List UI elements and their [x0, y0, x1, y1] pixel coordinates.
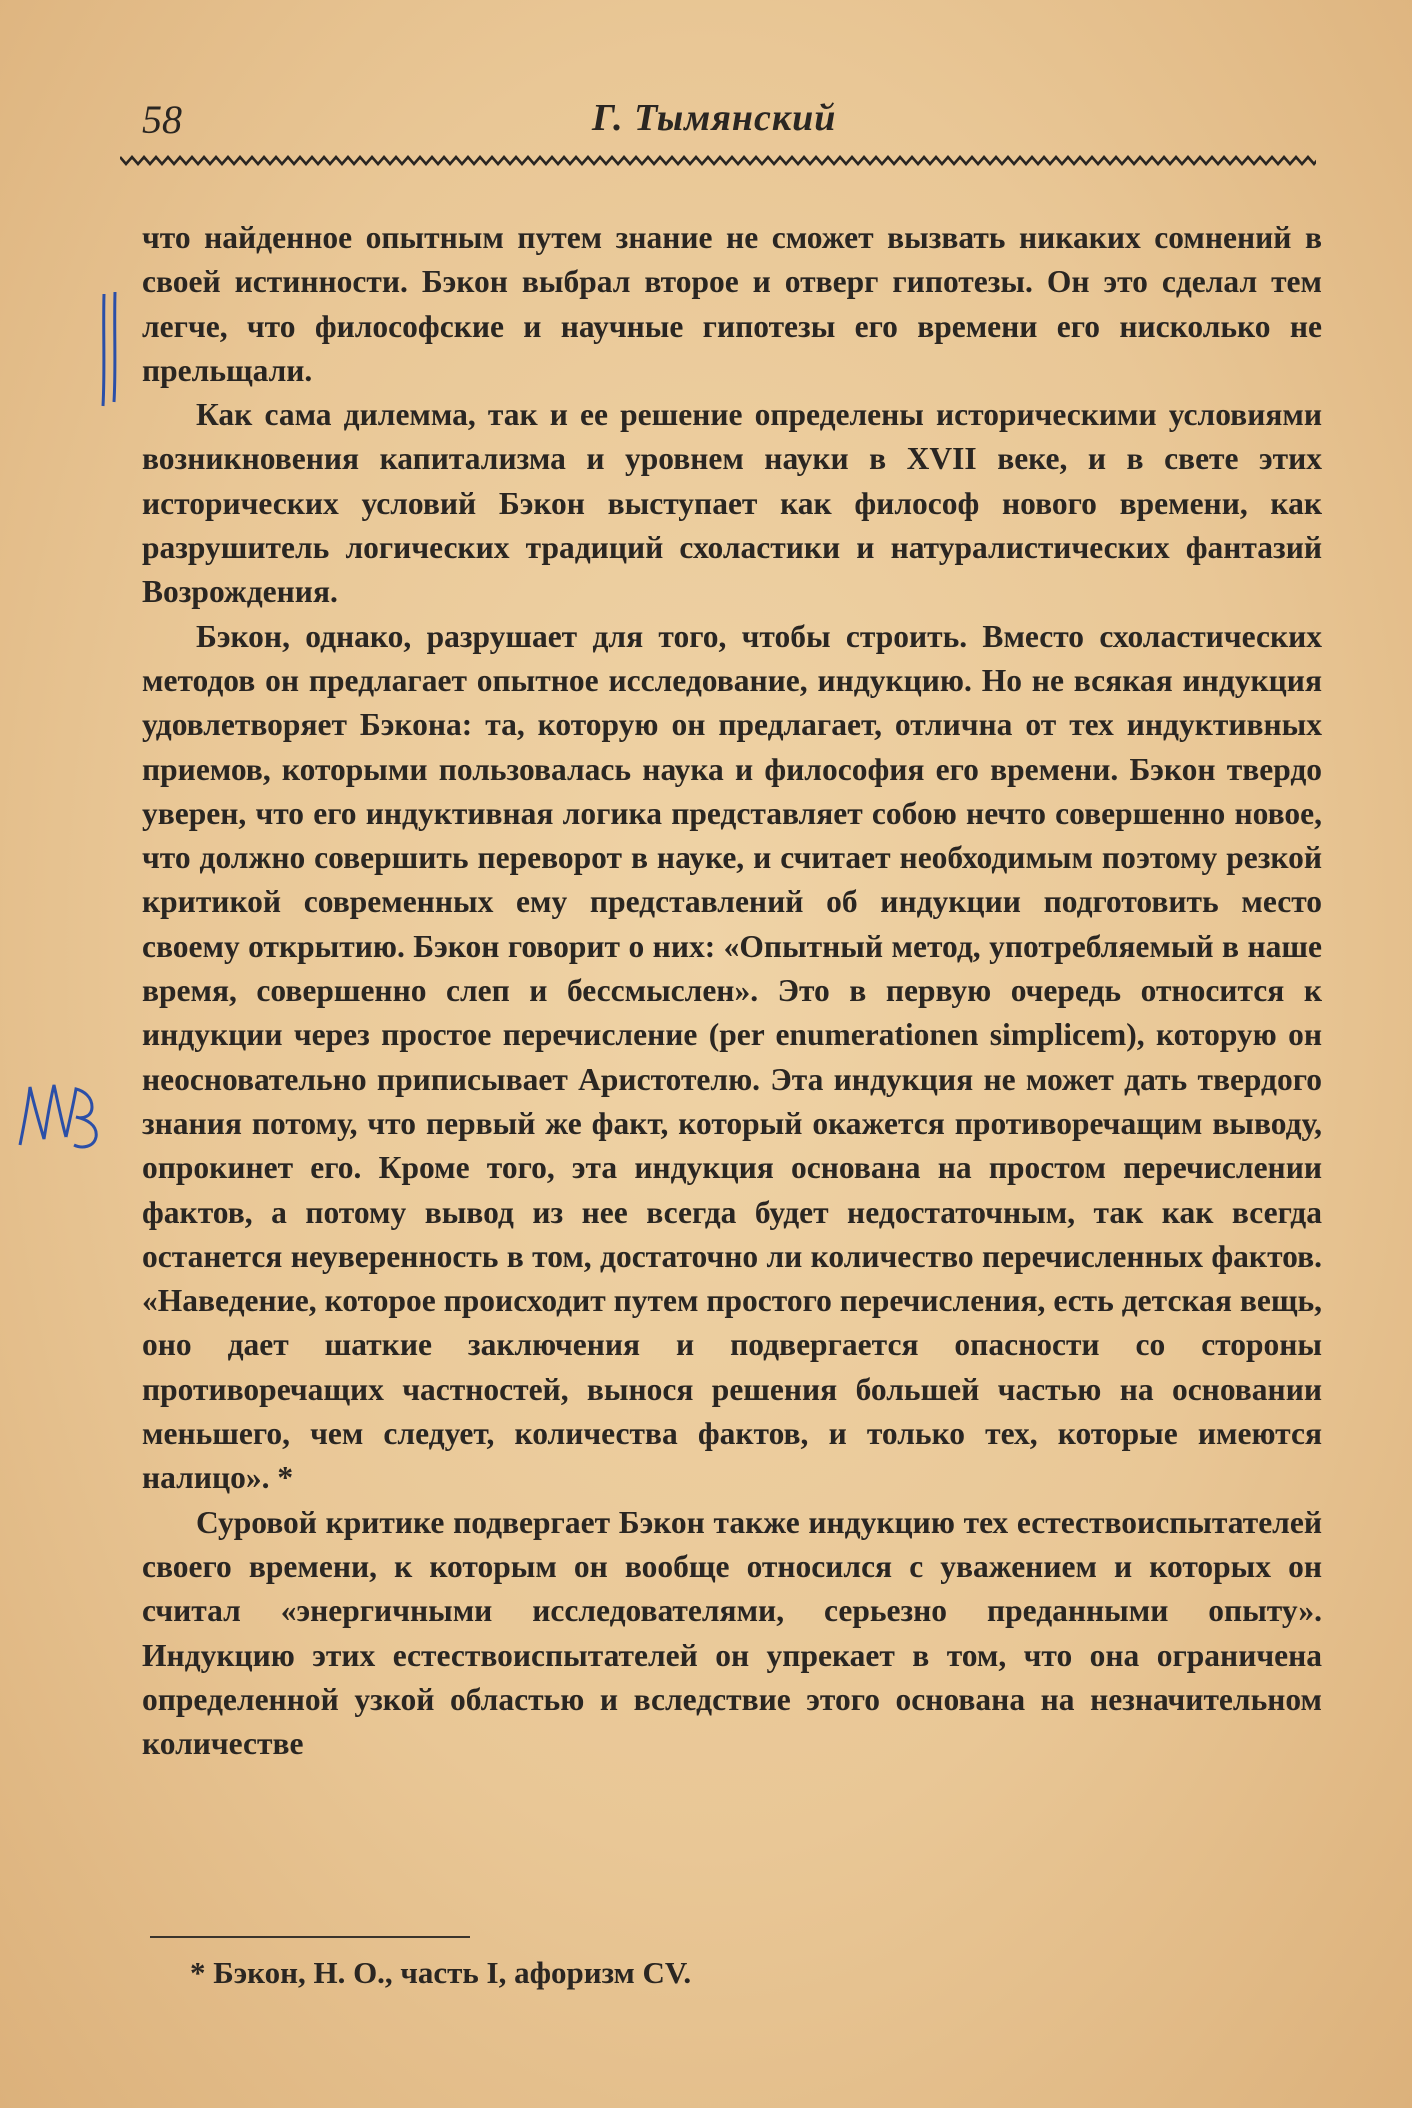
footnote-divider — [150, 1936, 470, 1938]
page-number: 58 — [142, 97, 182, 142]
running-title: Г. Тымянский — [592, 97, 837, 139]
page-header — [142, 96, 1322, 156]
marginal-pencil-bar-mark — [96, 290, 126, 410]
paragraph-3: Бэкон, однако, разрушает для того, чтобы строить. Вместо схоластических методов он предлагает опытное исследование, индукцию. Но не всякая индукция удовлетворяет Бэкона: та, которую он предлагает, отлична от тех индуктивных приемов, которыми пользовалась наука и философия его времени. Бэкон твердо уверен, что его индуктивная логика представляет собою нечто совершенно новое, что должно совершить переворот в науке, и считает необходимым поэтому резкой критикой современных ему представлений об индукции подготовить место своему открытию. Бэкон говорит о них: «Опытный метод, употребляемый в наше время, совершенно слеп и бессмыслен». Это в первую очередь относится к индукции через простое перечисление (per enumerationen simplicem), которую он неосновательно приписывает Аристотелю. Эта индукция не может дать твердого знания потому, что первый же факт, который окажется противоречащим выводу, опрокинет его. Кроме того, эта индукция основана на простом перечислении фактов, а потому вывод из нее всегда будет недостаточным, так как всегда останется неуверенность в том, достаточно ли количество перечисленных фактов. «Наведение, которое происходит путем простого перечисления, есть детская вещь, оно дает шаткие заключения и подвергается опасности со стороны противоречащих частностей, вынося решения большей частью на основании меньшего, чем следует, количества фактов, и только тех, которые имеются налицо». * — [142, 618, 1322, 1496]
paragraph-2: Как сама дилемма, так и ее решение определены историческими условиями возникновения капитализма и уровнем науки в XVII веке, и в свете этих исторических условий Бэкон выступает как философ нового времени, как разрушитель логических традиций схоластики и натуралистических фантазий Возрождения. — [142, 397, 1322, 610]
paragraph-4: Суровой критике подвергает Бэкон также индукцию тех естествоиспытателей своего времени, к которым он вообще относился с уважением и которых он считал «энергичными исследователями, серьезно преданными опыту». Индукцию этих естествоиспытателей он упрекает в том, что она ограничена определенной узкой областью и вследствие этого основана на незначительном количестве — [142, 1504, 1322, 1762]
wavy-divider — [120, 153, 1316, 167]
marginal-pencil-nb-mark — [14, 1075, 106, 1165]
body-text — [142, 216, 1322, 1766]
paragraph-1: что найденное опытным путем знание не сможет вызвать никаких сомнений в своей истинности. Бэкон выбрал второе и отверг гипотезы. Он это сделал тем легче, что философские и научные гипотезы его времени его нисколько не прельщали. — [142, 220, 1322, 388]
footnote: * Бэкон, Н. О., часть I, афоризм CV. — [190, 1955, 692, 1990]
